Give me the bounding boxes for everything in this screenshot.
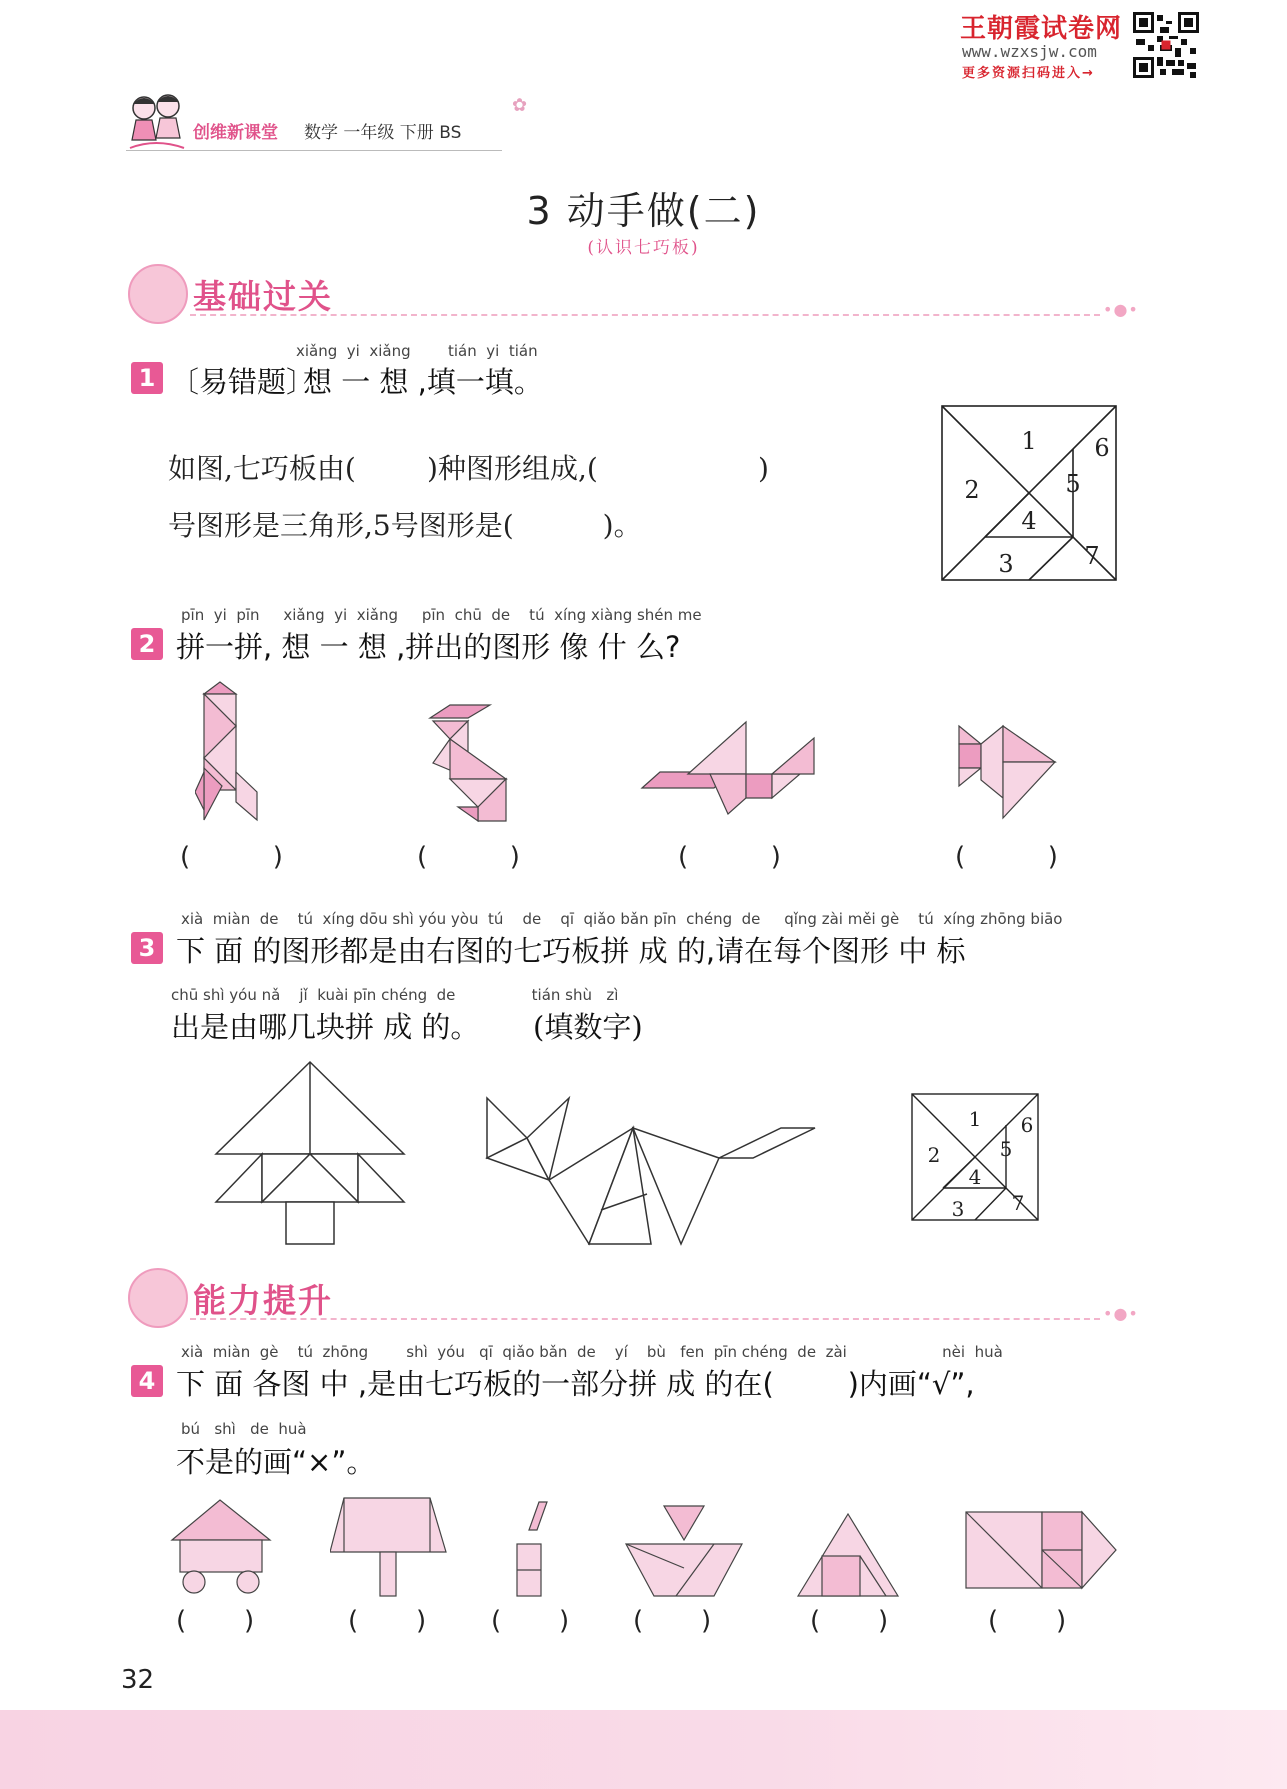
tangram-label-5: 5 — [1065, 470, 1081, 498]
tangram-label-3: 3 — [998, 550, 1014, 578]
q3-prompt-line-1: 下 面 的图形都是由右图的七巧板拼 成 的,请在每个图形 中 标 — [176, 934, 966, 968]
q1-tag: 〔易错题〕 — [170, 365, 316, 399]
footer-band — [0, 1710, 1287, 1789]
q3-pinyin-1: xià miàn de tú xíng dōu shì yóu yòu tú de qī qiǎo bǎn pīn chéng de qǐng zài měi gè tú xíng zhōng biāo — [181, 910, 1063, 928]
q2-pinyin: pīn yi pīn xiǎng yi xiǎng pīn chū de tú xíng xiàng shén me — [181, 606, 702, 624]
ref-label-6: 6 — [1020, 1113, 1034, 1137]
q3-number: 3 — [131, 932, 163, 964]
lesson-subtitle: (认识七巧板) — [587, 238, 700, 258]
tangram-label-7: 7 — [1084, 542, 1100, 570]
q4-figure-house-side — [964, 1510, 1118, 1590]
q2-answer-blank-3[interactable]: ( ) — [678, 842, 781, 872]
ref-label-1: 1 — [968, 1107, 982, 1131]
q4-answer-blank-5[interactable]: ( ) — [810, 1606, 889, 1636]
page-number: 32 — [121, 1665, 155, 1695]
monkey-avatar-icon — [128, 1268, 188, 1328]
q4-figure-boat — [624, 1504, 744, 1600]
section-divider — [190, 314, 1100, 316]
header-divider — [126, 150, 502, 151]
ref-label-2: 2 — [927, 1143, 941, 1167]
q4-answer-blank-1[interactable]: ( ) — [176, 1606, 255, 1636]
q3-figure-tree[interactable] — [214, 1060, 406, 1246]
q1-prompt: 想 一 想 ,填一填。 — [303, 365, 543, 399]
q4-answer-blank-3[interactable]: ( ) — [491, 1606, 570, 1636]
brand-url[interactable]: www.wzxsjw.com — [962, 42, 1097, 61]
sparkle-icon: ✿ — [512, 95, 528, 116]
q4-figure-candle — [513, 1500, 553, 1598]
q2-figure-plane — [640, 718, 818, 818]
q2-prompt: 拼一拼, 想 一 想 ,拼出的图形 像 什 么? — [176, 630, 681, 664]
q2-answer-blank-2[interactable]: ( ) — [417, 842, 520, 872]
q2-figure-bird — [428, 703, 528, 823]
q3-pinyin-2: chū shì yóu nǎ jǐ kuài pīn chéng de tián shù zì — [171, 986, 619, 1004]
kids-logo-icon — [126, 88, 188, 154]
q3-prompt-line-2: 出是由哪几块拼 成 的。 — [171, 1010, 480, 1044]
decor-dots-icon-2: •●• — [1103, 1304, 1139, 1323]
tangram-label-2: 2 — [964, 476, 980, 504]
q2-number: 2 — [131, 628, 163, 660]
q4-pinyin-1: xià miàn gè tú zhōng shì yóu qī qiǎo bǎn de yí bù fen pīn chéng de zài nèi huà — [181, 1343, 1003, 1361]
q4-prompt-line-1: 下 面 各图 中 ,是由七巧板的一部分拼 成 的在( )内画“√”, — [176, 1367, 975, 1401]
ref-label-4: 4 — [968, 1165, 982, 1189]
q2-figure-rocket — [195, 680, 281, 826]
q1-tangram-square — [940, 404, 1118, 582]
q1-number: 1 — [131, 362, 163, 394]
q2-answer-blank-1[interactable]: ( ) — [180, 842, 283, 872]
q4-figure-lamp — [330, 1496, 450, 1598]
brand-scan-hint: 更多资源扫码进入→ — [962, 66, 1095, 81]
q3-reference-tangram — [910, 1092, 1040, 1222]
ref-label-3: 3 — [951, 1197, 965, 1221]
teacher-avatar-icon — [128, 264, 188, 324]
q4-figure-tent — [796, 1512, 900, 1598]
section-divider-2 — [190, 1318, 1100, 1320]
brand-title: 王朝霞试卷网 — [960, 14, 1123, 44]
footer-edge — [0, 1704, 1287, 1710]
book-info: 数学 一年级 下册 BS — [304, 123, 462, 143]
q4-number: 4 — [131, 1365, 163, 1397]
q1-pinyin-1: xiǎng yi xiǎng — [296, 342, 411, 360]
qr-code-icon[interactable] — [1133, 12, 1199, 78]
q1-question-line-2: 号图形是三角形,5号图形是( )。 — [168, 509, 642, 542]
q4-answer-blank-2[interactable]: ( ) — [348, 1606, 427, 1636]
q4-pinyin-2: bú shì de huà — [181, 1420, 307, 1438]
q2-answer-blank-4[interactable]: ( ) — [955, 842, 1058, 872]
tangram-label-4: 4 — [1021, 507, 1037, 535]
q4-answer-blank-6[interactable]: ( ) — [988, 1606, 1067, 1636]
lesson-title: 3 动手做(二) — [526, 189, 761, 233]
ref-label-7: 7 — [1011, 1191, 1025, 1215]
section-title-advanced: 能力提升 — [193, 1281, 333, 1320]
series-name: 创维新课堂 — [193, 123, 278, 143]
tangram-label-6: 6 — [1094, 434, 1110, 462]
decor-dots-icon: •●• — [1103, 300, 1139, 319]
q2-figure-fish — [955, 722, 1059, 822]
q4-prompt-line-2: 不是的画“×”。 — [176, 1445, 376, 1479]
q4-answer-blank-4[interactable]: ( ) — [633, 1606, 712, 1636]
ref-label-5: 5 — [999, 1137, 1013, 1161]
q3-figure-fox[interactable] — [483, 1094, 819, 1246]
section-title-basic: 基础过关 — [193, 277, 333, 316]
q4-figure-cart — [168, 1496, 274, 1596]
q3-prompt-note: (填数字) — [533, 1010, 643, 1044]
q1-pinyin-2: tián yi tián — [448, 342, 538, 360]
tangram-label-1: 1 — [1021, 427, 1037, 455]
q1-question-line-1: 如图,七巧板由( )种图形组成,( ) — [168, 452, 769, 485]
